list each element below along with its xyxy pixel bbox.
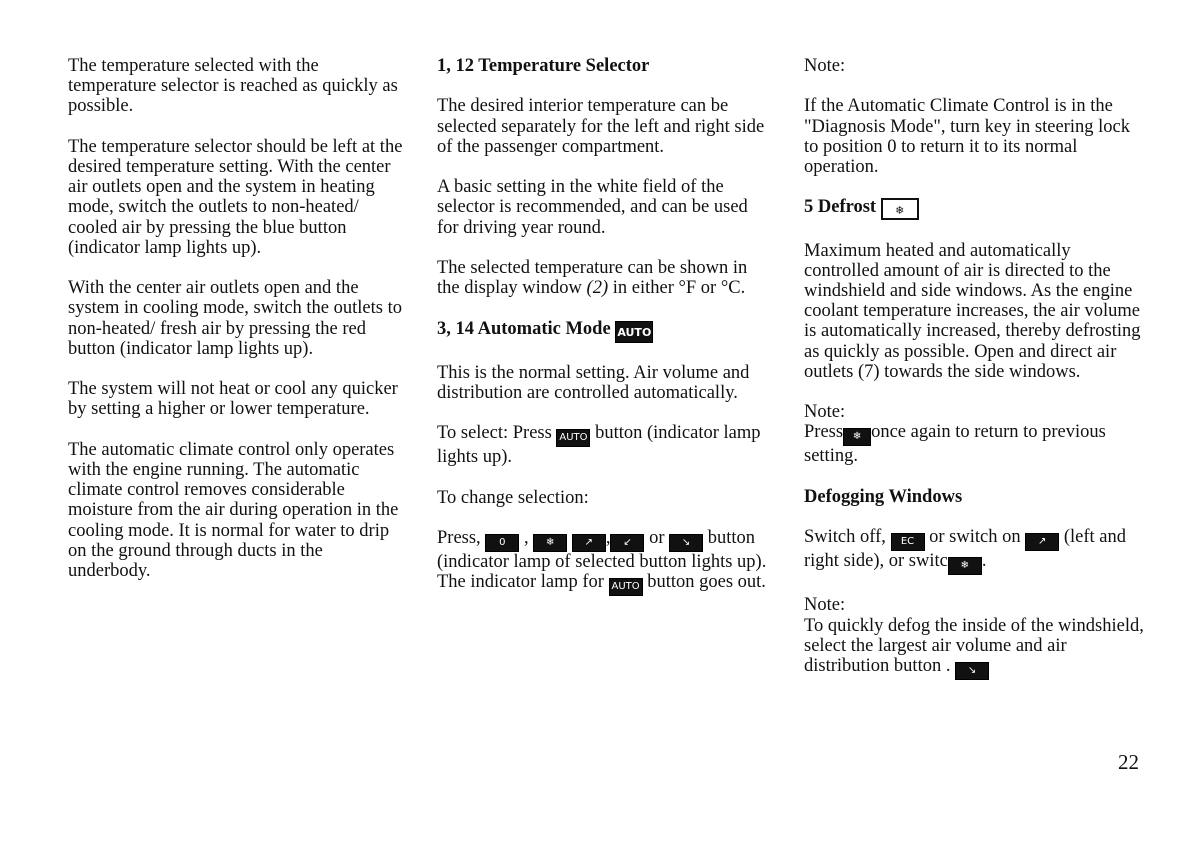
paragraph bbox=[437, 258, 772, 298]
text: once again to return to previous setting. bbox=[804, 422, 1106, 467]
paragraph: The system will not heat or cool any quicker by setting a higher or lower temperature. bbox=[68, 379, 398, 420]
paragraph: If the Automatic Climate Control is in the "Diagnosis Mode", turn key in steering lock to position 0 to return it to its normal operation. bbox=[804, 96, 1130, 177]
text: in either °F or °C. bbox=[612, 278, 746, 299]
defrost-icon: ❄ bbox=[881, 198, 919, 220]
heading-text: 3, 14 Automatic Mode bbox=[437, 318, 611, 339]
auto-icon: AUTO bbox=[615, 321, 653, 343]
text: , bbox=[523, 528, 529, 549]
paragraph: Maximum heated and automatically controlled amount of air is directed to the windshield and side windows. As the engine coolant temperature increases, the air volume is automatically increased, thereby defrosting as quickly as possible. Open and direct air outlets (7) towards the side windows. bbox=[804, 240, 1141, 382]
reference: (2) bbox=[586, 278, 609, 299]
text: or switch on bbox=[929, 527, 1021, 548]
text: or bbox=[649, 528, 665, 549]
column-middle bbox=[437, 56, 772, 617]
note-label: Note: bbox=[804, 595, 846, 616]
text: Press bbox=[804, 422, 844, 443]
paragraph: To change selection: bbox=[437, 487, 589, 508]
column-right bbox=[804, 56, 1144, 700]
airflow-icon: ↘ bbox=[669, 534, 703, 552]
heading-text: 5 Defrost bbox=[804, 197, 877, 218]
text: . bbox=[981, 551, 987, 572]
paragraph bbox=[804, 595, 1144, 680]
text: button goes out. bbox=[647, 572, 766, 593]
auto-icon: AUTO bbox=[556, 429, 590, 447]
section-heading: Defogging Windows bbox=[804, 486, 963, 507]
text: To select: Press bbox=[437, 423, 552, 444]
paragraph: The automatic climate control only operates with the engine running. The automatic climate control removes considerable moisture from the air during operation in the cooling mode. It is normal for water to drip on the ground through ducts in the underbody. bbox=[68, 439, 399, 582]
text: To quickly defog the inside of the windshield, select the largest air volume and air distribution button . bbox=[804, 615, 1144, 676]
text: , bbox=[605, 528, 611, 549]
column-left bbox=[68, 56, 403, 601]
paragraph: The desired interior temperature can be selected separately for the left and right side of the passenger compartment. bbox=[437, 96, 765, 157]
paragraph bbox=[804, 402, 1144, 466]
note-label: Note: bbox=[804, 56, 846, 76]
text: Press, bbox=[437, 528, 481, 549]
note-label: Note: bbox=[804, 402, 846, 423]
text: (left and right side), or switc bbox=[804, 527, 1127, 572]
text: button (indicator lamp of selected button lights up). The indicator lamp for bbox=[437, 528, 767, 593]
paragraph: The temperature selector should be left at the desired temperature setting. With the center air outlets open and the system in heating mode, switch the outlets to non-heated/ cooled air by pressing the blue button (indicator lamp lights up). bbox=[68, 136, 403, 258]
paragraph: A basic setting in the white field of the selector is recommended, and can be used for driving year round. bbox=[437, 177, 748, 238]
paragraph: The temperature selected with the temperature selector is reached as quickly as possible. bbox=[68, 56, 398, 117]
zero-icon: 0 bbox=[485, 534, 519, 552]
airflow-icon: ↗ bbox=[1025, 533, 1059, 551]
page-number: 22 bbox=[1118, 750, 1139, 774]
text: button (indicator lamp lights up). bbox=[437, 423, 761, 468]
defrost-icon: ❄ bbox=[948, 557, 982, 575]
ec-icon: EC bbox=[891, 533, 925, 551]
paragraph bbox=[437, 423, 772, 467]
airflow-icon: ↗ bbox=[572, 534, 606, 552]
paragraph: With the center air outlets open and the system in cooling mode, switch the outlets to non-heated/ fresh air by pressing the red button (indicator lamp lights up). bbox=[68, 278, 402, 359]
paragraph: This is the normal setting. Air volume and distribution are controlled automatically. bbox=[437, 362, 750, 403]
text: The selected temperature can be shown in the display window bbox=[437, 257, 748, 299]
paragraph bbox=[437, 528, 772, 596]
airflow-icon: ↙ bbox=[610, 534, 644, 552]
airflow-icon: ↘ bbox=[955, 662, 989, 680]
section-heading: 1, 12 Temperature Selector bbox=[437, 56, 650, 76]
section-heading bbox=[437, 319, 772, 343]
paragraph bbox=[804, 527, 1144, 575]
auto-icon: AUTO bbox=[609, 578, 643, 596]
defrost-icon: ❄ bbox=[533, 534, 567, 552]
defrost-icon: ❄ bbox=[843, 428, 871, 446]
section-heading bbox=[804, 197, 1144, 220]
text: Switch off, bbox=[804, 527, 886, 548]
